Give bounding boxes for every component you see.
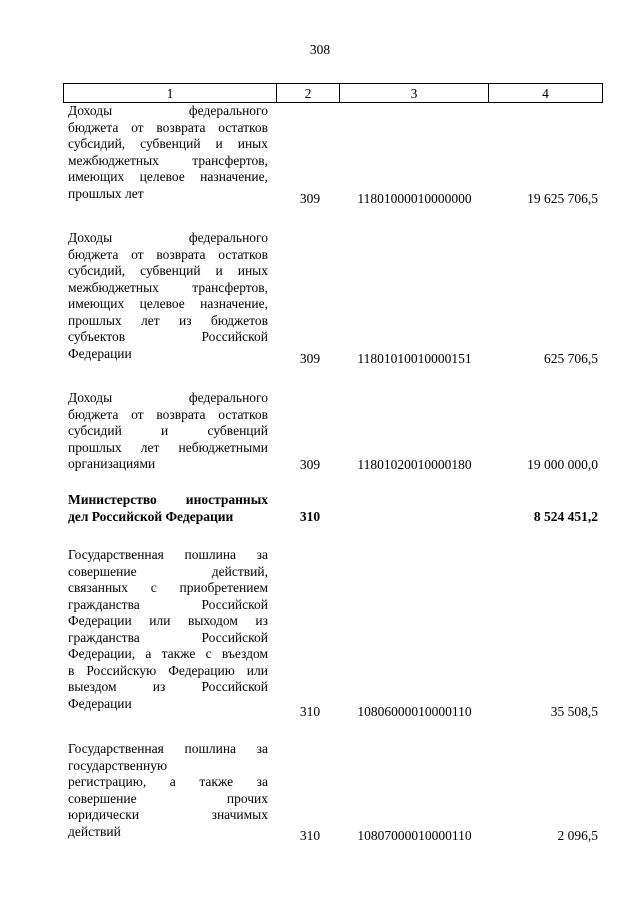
description-line: бюджета от возврата остатков	[68, 406, 268, 422]
description-line: Доходы федерального	[68, 230, 268, 245]
description-line: Федерации	[68, 345, 132, 361]
row-admin-code: 310	[299, 828, 321, 843]
row-amount: 19 000 000,0	[527, 457, 598, 472]
description-line: прошлых лет небюджетными	[68, 439, 268, 455]
description-line: имеющих целевое назначение,	[68, 169, 268, 184]
description-line: Доходы федерального	[68, 103, 268, 118]
description-line: субсидий, субвенций и иных	[68, 263, 268, 278]
page-number: 308	[309, 42, 331, 57]
description-line: Федерации	[68, 695, 132, 711]
row-description	[68, 492, 268, 525]
description-line: субъектов Российской	[68, 329, 268, 344]
description-line: гражданства Российской	[68, 629, 268, 645]
row-admin-code: 310	[299, 509, 321, 524]
description-line: выездом из Российской	[68, 679, 268, 694]
description-line: межбюджетных трансфертов,	[68, 279, 268, 295]
row-description	[68, 230, 268, 362]
description-line: в Российскую Федерацию или	[68, 662, 268, 678]
description-line: совершение действий,	[68, 563, 268, 579]
row-description	[68, 741, 268, 840]
row-budget-code: 11801000010000000	[357, 191, 472, 206]
row-budget-code: 10807000010000110	[357, 828, 472, 843]
description-line: бюджета от возврата остатков	[68, 246, 268, 262]
row-budget-code: 11801020010000180	[357, 457, 472, 472]
row-budget-code: 11801010010000151	[357, 351, 472, 366]
row-admin-code: 309	[299, 457, 321, 472]
header-col-4: 4	[489, 84, 603, 103]
row-amount: 625 706,5	[544, 351, 598, 366]
header-col-1: 1	[64, 84, 277, 103]
description-line: совершение прочих	[68, 790, 268, 806]
description-line: имеющих целевое назначение,	[68, 296, 268, 311]
description-line: Федерации или выходом из	[68, 613, 268, 628]
header-col-3: 3	[340, 84, 489, 103]
row-amount: 8 524 451,2	[533, 509, 598, 524]
description-line: Государственная пошлина за	[68, 741, 268, 756]
row-budget-code: 10806000010000110	[357, 704, 472, 719]
row-description	[68, 103, 268, 202]
row-admin-code: 310	[299, 704, 321, 719]
header-col-2: 2	[277, 84, 340, 103]
row-description	[68, 547, 268, 712]
row-amount: 19 625 706,5	[527, 191, 598, 206]
description-line: межбюджетных трансфертов,	[68, 152, 268, 168]
description-line: дел Российской Федерации	[68, 508, 234, 524]
description-line: гражданства Российской	[68, 596, 268, 612]
row-admin-code: 309	[299, 191, 321, 206]
row-amount: 2 096,5	[557, 828, 598, 843]
description-line: действий	[68, 823, 121, 839]
description-line: Министерство иностранных	[68, 492, 268, 507]
description-line: прошлых лет из бюджетов	[68, 312, 268, 328]
row-description	[68, 390, 268, 473]
description-line: бюджета от возврата остатков	[68, 119, 268, 135]
description-line: Государственная пошлина за	[68, 547, 268, 562]
description-line: субсидий, субвенций и иных	[68, 136, 268, 151]
description-line: прошлых лет	[68, 185, 144, 201]
row-admin-code: 309	[299, 351, 321, 366]
description-line: связанных с приобретением	[68, 580, 268, 595]
row-amount: 35 508,5	[550, 704, 598, 719]
description-line: Федерации, а также с въездом	[68, 646, 268, 661]
description-line: государственную	[68, 757, 168, 773]
description-line: регистрацию, а также за	[68, 774, 268, 789]
description-line: Доходы федерального	[68, 390, 268, 405]
table-header	[63, 83, 603, 103]
description-line: юридически значимых	[68, 807, 268, 822]
description-line: организациями	[68, 456, 156, 471]
description-line: субсидий и субвенций	[68, 423, 268, 438]
